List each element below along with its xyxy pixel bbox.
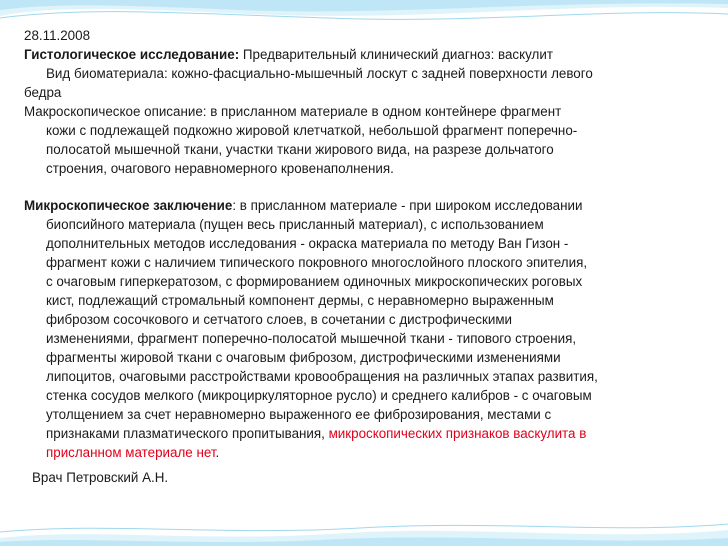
micro-penultimate-plain: признаками плазматического пропитывания, (46, 426, 329, 441)
report-body (24, 26, 704, 487)
biomaterial-line-2: бедра (24, 85, 62, 100)
preliminary-diagnosis: Предварительный клинический диагноз: васкулит (242, 47, 553, 62)
biomaterial-line-1: Вид биоматериала: кожно-фасциально-мышечный лоскут с задней поверхности левого (46, 66, 593, 81)
report-date: 28.11.2008 (24, 28, 91, 43)
micro-line-penultimate (24, 424, 704, 443)
micro-line: фрагмент кожи с наличием типического покровного многослойного плоского эпителия, (46, 255, 588, 270)
conclusion-highlight-end: присланном материале нет (46, 445, 216, 460)
micro-line: фиброзом сосочкового и сетчатого слоев, в сочетании с дистрофическими (46, 312, 513, 327)
micro-line: фрагменты жировой ткани с очаговым фиброзом, дистрофическими изменениями (46, 350, 561, 365)
micro-line: липоцитов, очаговыми расстройствами кровообращения на различных этапах развития, (46, 369, 598, 384)
macro-line-3: полосатой мышечной ткани, участки ткани жирового вида, на разрезе дольчатого (46, 142, 554, 157)
micro-line: биопсийного материала (пущен весь присланный материал), с использованием (46, 217, 544, 232)
macro-line-4: строения, очагового неравномерного кровенаполнения. (46, 161, 394, 176)
micro-line: дополнительных методов исследования - окраска материала по методу Ван Гизон - (46, 236, 569, 251)
micro-last-plain: . (215, 445, 220, 460)
micro-line: утолщением за счет неравномерно выраженного ее фиброзирования, местами с (46, 407, 552, 422)
histology-line (24, 45, 704, 64)
micro-first-rest: : в присланном материале - при широком исследовании (232, 198, 583, 213)
macro-line-1: Макроскопическое описание: в присланном материале в одном контейнере фрагмент (24, 104, 562, 119)
histology-label: Гистологическое исследование: (24, 47, 240, 62)
micro-label: Микроскопическое заключение (24, 198, 233, 213)
micro-line: стенка сосудов мелкого (микроциркуляторное русло) и среднего калибров - с очаговым (46, 388, 592, 403)
micro-line: с очаговым гиперкератозом, с формированием одиночных микроскопических роговых (46, 274, 583, 289)
paragraph-gap (24, 178, 704, 196)
micro-line-last (24, 443, 704, 462)
micro-line-first (24, 196, 704, 215)
conclusion-highlight: микроскопических признаков васкулита в (328, 426, 587, 441)
doctor-signature-line: Врач Петровский А.Н. (32, 470, 169, 485)
macro-line-2: кожи с подлежащей подкожно жировой клетчаткой, небольшой фрагмент поперечно- (46, 123, 578, 138)
micro-line: кист, подлежащий стромальный компонент дермы, с неравномерно выраженным (46, 293, 554, 308)
micro-line: изменениями, фрагмент поперечно-полосатой мышечной ткани - типового строения, (46, 331, 577, 346)
